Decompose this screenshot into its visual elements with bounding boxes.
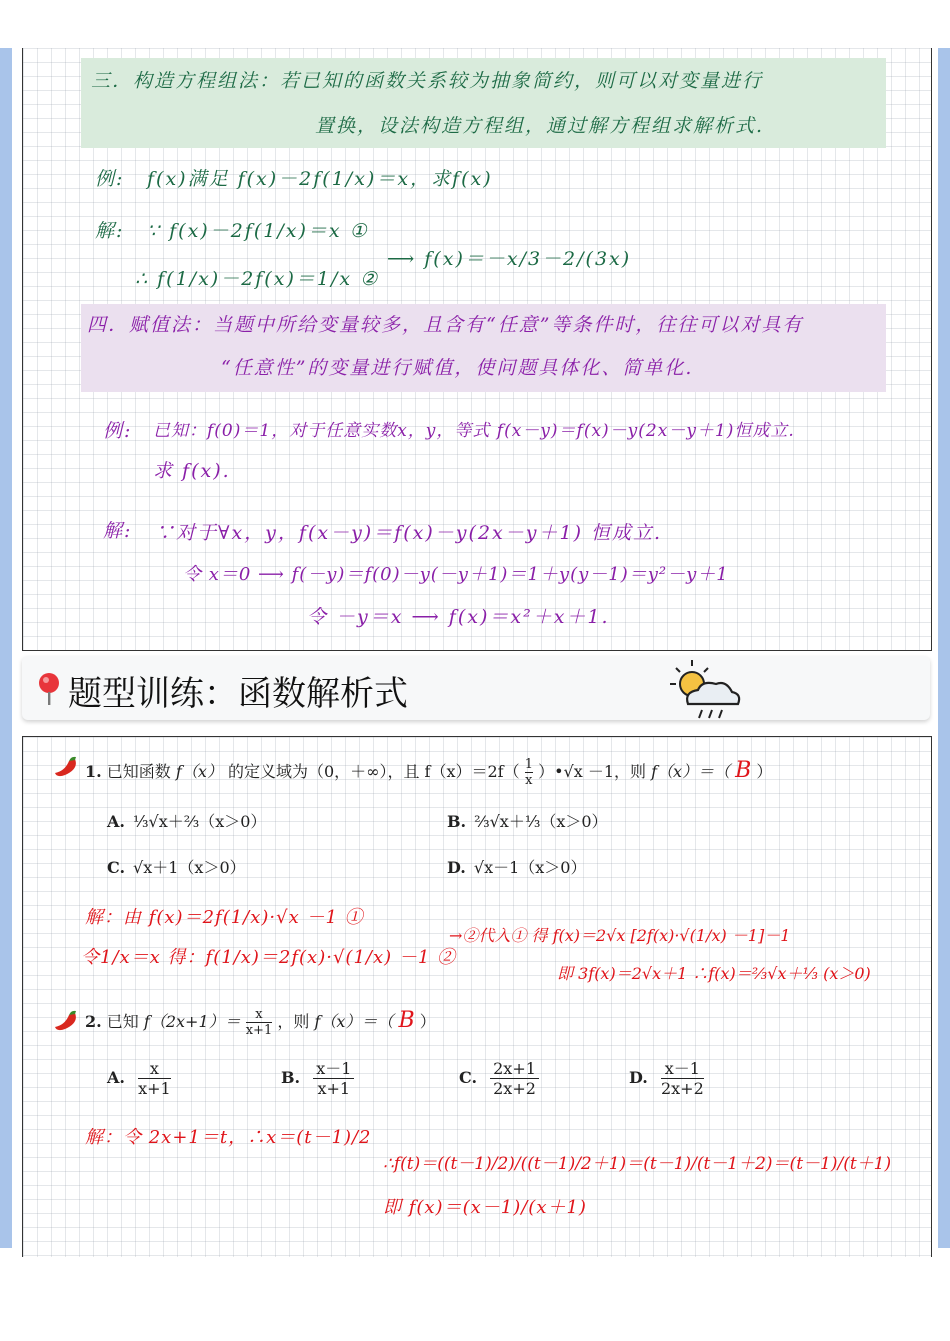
q2-answer: B [398,1008,415,1033]
q2-option-c [459,1059,539,1098]
sun-cloud-rain-icon [662,658,752,726]
q1-option-d-label: D. [447,858,466,877]
q1-option-d-text: √x－1（x＞0） [473,858,587,877]
right-margin-strip [938,48,950,1248]
method4-title-line1: 四．赋值法：当题中所给变量较多，且含有“任意”等条件时，往往可以对具有 [87,314,804,336]
q2-solution-result: 即 f(x)＝(x－1)/(x＋1) [383,1197,587,1218]
q1-stem-d: f（x）＝（ [651,762,731,781]
method4-title-line2: “任意性”的变量进行赋值，使问题具体化、简单化. [221,357,694,379]
method4-step2: 令 x＝0 ⟶ f(－y)＝f(0)－y(－y＋1)＝1＋y(y－1)＝y²－y＋1 [183,564,729,585]
notes-panel [22,48,932,651]
q1-option-c-text: √x＋1（x＞0） [133,858,246,877]
q1-option-a-label: A. [107,812,125,831]
method3-result: ⟶ f(x)＝－x/3－2/(3x) [387,248,632,270]
q2-number: 2. [85,1012,102,1031]
method3-step2: ∴ f(1/x)－2f(x)＝1/x ② [135,268,380,290]
q2-option-d [629,1059,704,1098]
method4-step1: ∵对于∀x，y，f(x－y)＝f(x)－y(2x－y＋1) 恒成立. [155,522,663,544]
method4-example-label: 例: [103,420,133,442]
q2-option-a-num: x [138,1059,171,1079]
method3-example-text: f(x)满足 f(x)－2f(1/x)＝x，求f(x) [147,168,493,190]
q2-stem-b: ，则 [277,1012,310,1031]
q2-option-c-den: 2x+2 [493,1079,536,1098]
section-header [22,656,930,720]
chili-pepper-icon [53,1009,79,1037]
q1-option-a-text: ⅓√x＋⅔（x＞0） [132,812,267,831]
q1-stem-a: 已知函数 [106,762,171,781]
q2-frac-num: x [246,1007,273,1023]
q2-option-d-label: D. [629,1068,648,1087]
section-title: 题型训练：函数解析式 [68,674,408,714]
method4-example-line1: 已知：f(0)＝1，对于任意实数x，y，等式 f(x－y)＝f(x)－y(2x－y＋1)恒成立. [153,421,795,441]
method4-example-line2: 求 f(x). [153,460,231,482]
q1-option-b [447,809,608,832]
q1-number: 1. [85,762,102,781]
q2-option-a-label: A. [107,1068,125,1087]
q1-solution-line1: 解：由 f(x)＝2f(1/x)·√x －1 ① [85,907,364,928]
q2-option-c-label: C. [459,1068,478,1087]
method3-step1: ∵ f(x)－2f(1/x)＝x ① [147,220,369,242]
q1-option-b-text: ⅔√x＋⅓（x＞0） [474,812,608,831]
q2-option-b [281,1059,354,1098]
q2-option-d-den: 2x+2 [660,1079,704,1098]
method3-solution-label: 解: [95,220,125,242]
q2-option-b-label: B. [281,1068,301,1087]
q2-option-a-den: x+1 [138,1079,171,1098]
method4-solution-label: 解: [103,520,133,542]
q1-solution-line3: 即 3f(x)＝2√x＋1 ∴f(x)＝⅔√x＋⅓ (x＞0) [557,964,871,983]
q2-stem-a: 已知 [106,1012,139,1031]
chili-pepper-icon [53,755,79,783]
q1-option-c-label: C. [107,858,126,877]
exercises-panel [22,736,932,1257]
q1-answer: B [735,758,752,783]
q1-stem-b: 的定义域为（0，＋∞），且 f（x）＝2f（ [227,762,520,781]
q2-option-a [107,1059,171,1098]
q2-solution-substitution: 解：令 2x+1＝t，∴x＝(t－1)/2 [85,1127,372,1148]
q2-stem-d: ） [419,1012,436,1031]
q1-option-a [107,809,266,832]
q1-option-b-label: B. [447,812,467,831]
q2-option-c-num: 2x+1 [490,1059,539,1079]
left-margin-strip [0,48,12,1248]
q2-solution-derivation: ∴f(t)＝((t－1)/2)/((t－1)/2＋1)＝(t－1)/(t－1＋2)＝(t－1)/(t＋1) [383,1154,892,1174]
q2-stem [85,1007,436,1038]
q1-option-c [107,855,246,878]
method4-step3: 令 －y＝x ⟶ f(x)＝x²＋x＋1. [307,606,610,628]
q1-frac-num: 1 [524,757,533,772]
method3-title-line2: 置换，设法构造方程组，通过解方程组求解析式. [315,115,765,137]
q2-option-b-den: x+1 [317,1079,351,1098]
q1-stem-c: ）•√x －1，则 [538,762,647,781]
method3-title-line1: 三．构造方程组法：若已知的函数关系较为抽象简约，则可以对变量进行 [91,70,764,92]
q2-frac-den: x+1 [245,1023,273,1038]
method3-example-label: 例: [95,168,125,190]
q1-solution-substitution: →②代入① 得 f(x)＝2√x [2f(x)·√(1/x) －1]－1 [449,926,791,945]
q2-option-b-num: x－1 [313,1059,354,1079]
map-pin-icon [36,672,62,710]
q2-stem-f: f（2x+1）＝ [143,1012,241,1031]
q1-stem-f: f（x） [175,762,223,781]
q2-option-d-num: x－1 [661,1059,704,1079]
q1-stem [85,757,772,788]
q1-option-d [447,855,586,878]
q1-stem-e: ） [756,762,773,781]
q2-stem-c: f（x）＝（ [314,1012,394,1031]
q1-frac-den: x [525,773,533,788]
q1-solution-line2: 令1/x＝x 得：f(1/x)＝2f(x)·√(1/x) －1 ② [81,947,457,968]
